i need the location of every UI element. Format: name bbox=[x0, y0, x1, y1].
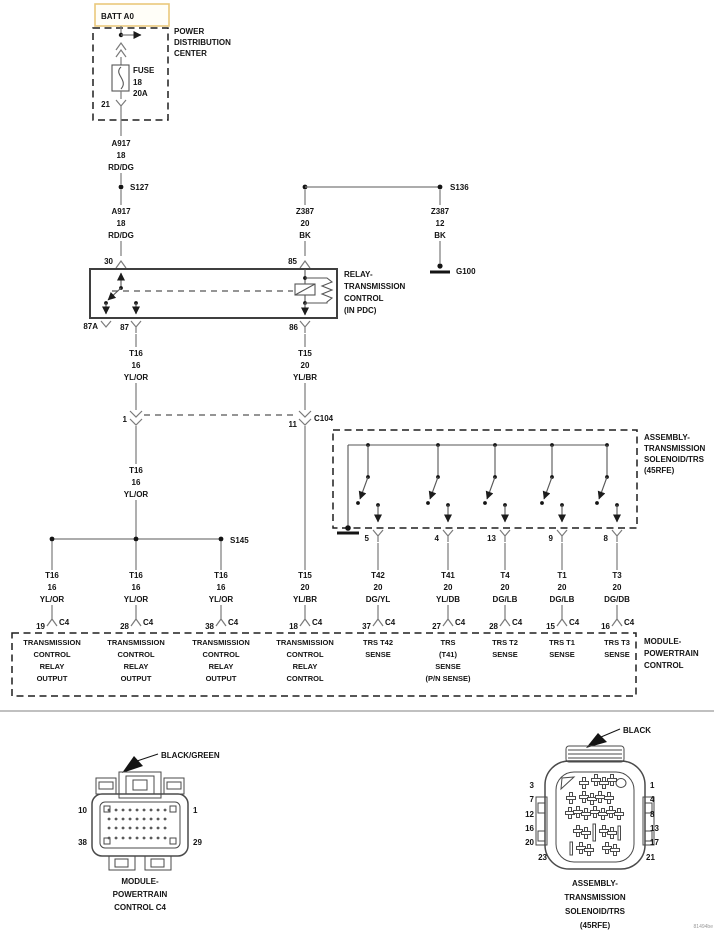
wire-color: RD/DG bbox=[108, 231, 134, 240]
pin-number: 7 bbox=[529, 795, 534, 804]
connector-pin-icon bbox=[500, 615, 510, 626]
circuit-label-line: SENSE bbox=[492, 650, 518, 659]
wire-t16-upper bbox=[124, 334, 149, 410]
wire-gauge: 18 bbox=[116, 219, 126, 228]
pcm-column bbox=[107, 571, 165, 683]
relay-box bbox=[90, 269, 337, 318]
inline-connector-icon bbox=[130, 411, 142, 425]
connector-body bbox=[92, 794, 188, 856]
pin-number: 19 bbox=[36, 622, 45, 631]
circuit-label-line: TRANSMISSION bbox=[107, 638, 165, 647]
wire-a917 bbox=[104, 112, 149, 268]
assembly-trs-box bbox=[333, 430, 706, 570]
fuse-icon bbox=[112, 65, 129, 91]
circuit-label-line: TRANSMISSION bbox=[276, 638, 334, 647]
splice-label: S127 bbox=[130, 183, 149, 192]
pin-number: 28 bbox=[489, 622, 498, 631]
battery-feed-label: BATT A0 bbox=[101, 12, 134, 21]
pin-number: 21 bbox=[646, 853, 655, 862]
wire-color: YL/OR bbox=[123, 373, 149, 382]
wire-gauge: 16 bbox=[131, 583, 141, 592]
connector-ref: C4 bbox=[624, 618, 635, 627]
pin-number: 28 bbox=[120, 622, 129, 631]
connector-ref: C4 bbox=[455, 618, 466, 627]
pin-number: 37 bbox=[362, 622, 371, 631]
connector-color-label: BLACK bbox=[623, 726, 651, 735]
wire-color: BK bbox=[299, 231, 311, 240]
pin-number: 18 bbox=[289, 622, 298, 631]
pcm-title-line: MODULE- bbox=[644, 637, 682, 646]
circuit-label-line: TRANSMISSION bbox=[23, 638, 81, 647]
assembly-title-line: ASSEMBLY- bbox=[644, 433, 690, 442]
wire-color: BK bbox=[434, 231, 446, 240]
wire-gauge: 16 bbox=[131, 361, 141, 370]
pcm-connector-view bbox=[78, 751, 220, 912]
pcm-title-line: CONTROL bbox=[644, 661, 684, 670]
relay-title-line: TRANSMISSION bbox=[344, 282, 406, 291]
connector-ref: C4 bbox=[312, 618, 323, 627]
wire-gauge: 20 bbox=[500, 583, 510, 592]
circuit-label-line: OUTPUT bbox=[205, 674, 237, 683]
circuit-label-line: RELAY bbox=[123, 662, 149, 671]
wire-code: T3 bbox=[612, 571, 622, 580]
wire-gauge: 16 bbox=[216, 583, 226, 592]
pin-number: 1 bbox=[650, 781, 655, 790]
wire-code: T41 bbox=[441, 571, 455, 580]
inline-connector-icon bbox=[299, 411, 311, 425]
connector-ref: C4 bbox=[569, 618, 580, 627]
connector-pin-icon bbox=[612, 615, 622, 626]
ground-label: G100 bbox=[456, 267, 476, 276]
pin-number: 30 bbox=[104, 257, 113, 266]
wire-t16-lower bbox=[50, 426, 250, 570]
connector-pin-icon bbox=[116, 100, 126, 112]
trs-switch-icon bbox=[540, 443, 564, 522]
connector-chevron-icon bbox=[116, 43, 126, 50]
pin-number: 38 bbox=[78, 838, 87, 847]
wire-color: YL/OR bbox=[208, 595, 234, 604]
pin-number: 9 bbox=[548, 534, 553, 543]
wire-gauge: 16 bbox=[47, 583, 57, 592]
pin-number: 11 bbox=[288, 420, 297, 429]
circuit-label-line: SENSE bbox=[549, 650, 575, 659]
connector-color-label: BLACK/GREEN bbox=[161, 751, 220, 760]
circuit-label-line: TRS bbox=[440, 638, 456, 647]
wire-gauge: 20 bbox=[443, 583, 453, 592]
wire-color: DG/YL bbox=[365, 595, 391, 604]
pcm-column bbox=[362, 571, 396, 659]
connector-pin-icon bbox=[373, 615, 383, 626]
pin-number: 29 bbox=[193, 838, 202, 847]
connector-ref: C4 bbox=[385, 618, 396, 627]
wire-gauge: 16 bbox=[131, 478, 141, 487]
splice-label: S145 bbox=[230, 536, 249, 545]
wire-color: YL/OR bbox=[39, 595, 65, 604]
circuit-label-line: CONTROL bbox=[286, 650, 324, 659]
circuit-label-line: OUTPUT bbox=[36, 674, 68, 683]
connector-pin-icon bbox=[500, 530, 510, 542]
circuit-label-line: TRS T3 bbox=[604, 638, 630, 647]
circuit-label-line: CONTROL bbox=[117, 650, 155, 659]
pcm-column bbox=[601, 571, 635, 659]
relay-title-line: CONTROL bbox=[344, 294, 384, 303]
connector-pin-icon bbox=[131, 615, 141, 626]
power-distribution-center bbox=[93, 4, 231, 120]
relay-title-line: (IN PDC) bbox=[344, 306, 377, 315]
wire-color: RD/DG bbox=[108, 163, 134, 172]
pcm-column bbox=[276, 571, 334, 683]
pin-number: 27 bbox=[432, 622, 441, 631]
assembly-title-line: (45RFE) bbox=[644, 466, 675, 475]
pdc-title-line: CENTER bbox=[174, 49, 207, 58]
doc-id: 81494be bbox=[693, 924, 713, 930]
circuit-label-line: CONTROL bbox=[33, 650, 71, 659]
fuse-label: FUSE bbox=[133, 66, 155, 75]
pin-number: 13 bbox=[487, 534, 496, 543]
pin-number: 8 bbox=[650, 810, 655, 819]
pin-number: 86 bbox=[289, 323, 298, 332]
pin-number: 38 bbox=[205, 622, 214, 631]
wire-color: YL/OR bbox=[123, 595, 149, 604]
pin-number: 10 bbox=[78, 806, 87, 815]
pin-number: 1 bbox=[122, 415, 127, 424]
connector-ref: C4 bbox=[143, 618, 154, 627]
pin-number: 21 bbox=[101, 100, 110, 109]
pin-number: 85 bbox=[288, 257, 297, 266]
circuit-label-line: SENSE bbox=[365, 650, 391, 659]
pin-number: 3 bbox=[529, 781, 534, 790]
circuit-label-line: TRANSMISSION bbox=[192, 638, 250, 647]
circuit-label-line: RELAY bbox=[292, 662, 318, 671]
circuit-label-line: TRS T2 bbox=[492, 638, 518, 647]
assembly-title-line: TRANSMISSION bbox=[644, 444, 706, 453]
circuit-label-line: OUTPUT bbox=[120, 674, 152, 683]
connector-pin-icon bbox=[131, 321, 141, 333]
connector-pin-icon bbox=[47, 615, 57, 626]
connector-pin-icon bbox=[443, 615, 453, 626]
trs-switch-icon bbox=[426, 443, 450, 522]
wire-code: A917 bbox=[111, 139, 131, 148]
ground-icon bbox=[430, 263, 450, 272]
wire-color: DG/LB bbox=[549, 595, 575, 604]
wire-code: Z387 bbox=[295, 207, 315, 216]
connector-ref: C4 bbox=[512, 618, 523, 627]
connector-ref: C4 bbox=[59, 618, 70, 627]
wire-gauge: 20 bbox=[300, 583, 310, 592]
wire-gauge: 18 bbox=[116, 151, 126, 160]
circuit-label-line: RELAY bbox=[208, 662, 234, 671]
pin-number: 12 bbox=[525, 810, 534, 819]
pin-number: 16 bbox=[525, 824, 534, 833]
connector-caption-line: SOLENOID/TRS bbox=[564, 907, 626, 916]
connector-c104 bbox=[123, 411, 334, 429]
wire-color: YL/DB bbox=[436, 595, 460, 604]
wire-gauge: 20 bbox=[612, 583, 622, 592]
connector-caption-line: ASSEMBLY- bbox=[572, 879, 618, 888]
pin-number: 13 bbox=[650, 824, 659, 833]
circuit-label-line: TRS T1 bbox=[549, 638, 575, 647]
connector-caption-line: (45RFE) bbox=[579, 921, 611, 930]
pcm-column bbox=[23, 571, 81, 683]
trs-switch-icon bbox=[595, 443, 619, 522]
pin-number: 4 bbox=[434, 534, 439, 543]
connector-chevron-icon bbox=[116, 50, 126, 57]
connector-pin-icon bbox=[300, 261, 310, 268]
transmission-control-relay bbox=[83, 269, 405, 333]
connector-pin-icon bbox=[216, 615, 226, 626]
keyway bbox=[616, 779, 626, 788]
wire-z387 bbox=[288, 183, 476, 276]
wire-t15-upper bbox=[293, 334, 317, 410]
wire-color: YL/BR bbox=[293, 595, 317, 604]
trs-switch-icon bbox=[356, 443, 380, 522]
pcm-column bbox=[425, 571, 471, 683]
connector-pin-icon bbox=[612, 530, 622, 542]
pin-number: 4 bbox=[650, 795, 655, 804]
connector-pin-icon bbox=[557, 615, 567, 626]
pcm-column bbox=[546, 571, 580, 659]
pin-number: 20 bbox=[525, 838, 534, 847]
connector-pin-icon bbox=[300, 615, 310, 626]
pin-number: 1 bbox=[193, 806, 198, 815]
relay-resistor-icon bbox=[305, 278, 332, 303]
pin-number: 23 bbox=[538, 853, 547, 862]
pin-number: 17 bbox=[650, 838, 659, 847]
connector-caption-line: TRANSMISSION bbox=[564, 893, 626, 902]
wire-code: T16 bbox=[129, 466, 143, 475]
connector-pin-icon bbox=[373, 530, 383, 542]
connector-ref: C4 bbox=[228, 618, 239, 627]
wire-color: DG/LB bbox=[492, 595, 518, 604]
splice-dot bbox=[119, 185, 124, 190]
pcm-column bbox=[192, 571, 250, 683]
circuit-label-line: (T41) bbox=[439, 650, 457, 659]
ground-icon bbox=[337, 525, 359, 533]
circuit-label-line: CONTROL bbox=[286, 674, 324, 683]
pin-number: 15 bbox=[546, 622, 555, 631]
pcm-column bbox=[489, 571, 523, 659]
trs-connector-view bbox=[525, 726, 659, 930]
pin-number: 87 bbox=[120, 323, 129, 332]
connector-caption-line: CONTROL C4 bbox=[114, 903, 166, 912]
connector-caption-line: MODULE- bbox=[121, 877, 159, 886]
connector-pin-icon bbox=[116, 261, 126, 268]
splice-dot bbox=[134, 537, 139, 542]
wire-code: Z387 bbox=[430, 207, 450, 216]
wire-code: T15 bbox=[298, 571, 312, 580]
pin-number: 87A bbox=[83, 322, 98, 331]
wire-code: T4 bbox=[500, 571, 510, 580]
splice-dot bbox=[438, 185, 443, 190]
splice-label: S136 bbox=[450, 183, 469, 192]
wire-code: T1 bbox=[557, 571, 567, 580]
relay-title-line: RELAY- bbox=[344, 270, 373, 279]
assembly-title-line: SOLENOID/TRS bbox=[644, 455, 705, 464]
circuit-label-line: SENSE bbox=[604, 650, 630, 659]
relay-coil-icon bbox=[295, 269, 332, 315]
wire-code: T16 bbox=[129, 349, 143, 358]
trs-switch-icon bbox=[483, 443, 507, 522]
fuse-rating: 20A bbox=[133, 89, 148, 98]
circuit-label-line: CONTROL bbox=[202, 650, 240, 659]
pdc-title-line: DISTRIBUTION bbox=[174, 38, 231, 47]
splice-dot bbox=[50, 537, 55, 542]
pdc-title-line: POWER bbox=[174, 27, 205, 36]
wire-code: T15 bbox=[298, 349, 312, 358]
circuit-label-line: TRS T42 bbox=[362, 638, 394, 647]
circuit-label-line: RELAY bbox=[39, 662, 65, 671]
wire-gauge: 20 bbox=[300, 219, 310, 228]
connector-pin-icon bbox=[101, 321, 111, 327]
connector-pin-icon bbox=[300, 321, 310, 333]
wire-gauge: 12 bbox=[435, 219, 445, 228]
wire-code: T42 bbox=[371, 571, 385, 580]
connector-pin-icon bbox=[443, 530, 453, 542]
wire-gauge: 20 bbox=[373, 583, 383, 592]
splice-dot bbox=[219, 537, 224, 542]
pin-number: 8 bbox=[603, 534, 608, 543]
wire-color: DG/DB bbox=[604, 595, 630, 604]
pin-number: 5 bbox=[364, 534, 369, 543]
pcm-title-line: POWERTRAIN bbox=[644, 649, 699, 658]
connector-caption-line: POWERTRAIN bbox=[112, 890, 168, 899]
circuit-label-line: SENSE bbox=[435, 662, 461, 671]
wire-gauge: 20 bbox=[300, 361, 310, 370]
wire-code: T16 bbox=[45, 571, 59, 580]
circuit-label-line: (P/N SENSE) bbox=[425, 674, 471, 683]
wire-code: T16 bbox=[129, 571, 143, 580]
leader-arrow-icon bbox=[122, 756, 143, 773]
keyway bbox=[561, 777, 574, 789]
fuse-gauge: 18 bbox=[133, 78, 142, 87]
connector-pin-icon bbox=[557, 530, 567, 542]
connector-label: C104 bbox=[314, 414, 334, 423]
wire-color: YL/BR bbox=[293, 373, 317, 382]
wire-code: A917 bbox=[111, 207, 131, 216]
wire-gauge: 20 bbox=[557, 583, 567, 592]
wire-color: YL/OR bbox=[123, 490, 149, 499]
relay-switch-icon bbox=[104, 273, 138, 314]
pin-number: 16 bbox=[601, 622, 610, 631]
wire-code: T16 bbox=[214, 571, 228, 580]
